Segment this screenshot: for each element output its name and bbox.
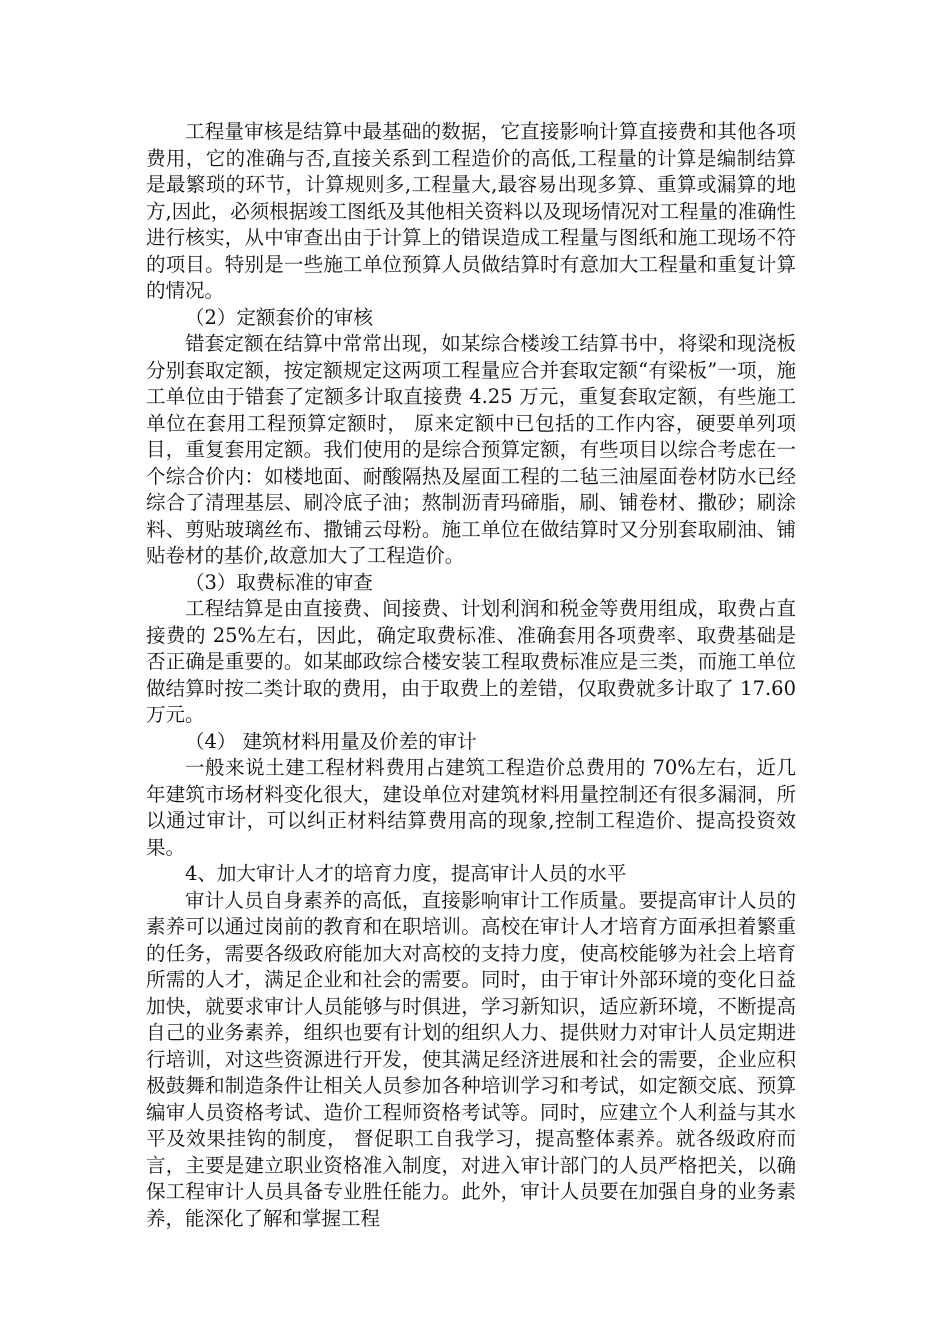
heading-material-usage-audit: （4） 建筑材料用量及价差的审计	[185, 729, 477, 753]
heading-fee-standard-review: （3）取费标准的审查	[185, 570, 373, 594]
document-page	[146, 119, 796, 1232]
paragraph-fee-standard: 工程结算是由直接费、间接费、计划利润和税金等费用组成，取费占直接费的 25%左右，因此，确定取费标准、准确套用各项费率、取费基础是否正确是重要的。如某邮政综合楼安装工程取费标准应是三类，而施工单位做结算时按二类计取的费用，由于取费上的差错，仅取费就多计取了 17.60 万元。	[146, 597, 796, 726]
paragraph-auditor-training: 审计人员自身素养的高低，直接影响审计工作质量。要提高审计人员的素养可以通过岗前的教育和在职培训。高校在审计人才培育方面承担着繁重的任务，需要各级政府能加大对高校的支持力度，使高校能够为社会上培育所需的人才，满足企业和社会的需要。同时，由于审计外部环境的变化日益加快，就要求审计人员能够与时俱进，学习新知识，适应新环境，不断提高自己的业务素养，组织也要有计划的组织人力、提供财力对审计人员定期进行培训，对这些资源进行开发，使其满足经济进展和社会的需要，企业应积极鼓舞和制造条件让相关人员参加各种培训学习和考试，如定额交底、预算编审人员资格考试、造价工程师资格考试等。同时，应建立个人利益与其水平及效果挂钩的制度， 督促职工自我学习，提高整体素养。就各级政府而言，主要是建立职业资格准入制度，对进入审计部门的人员严格把关，以确保工程审计人员具备专业胜任能力。此外，审计人员要在加强自身的业务素养，能深化了解和掌握工程	[146, 888, 796, 1230]
heading-quota-pricing-audit: （2）定额套价的审核	[185, 305, 373, 329]
paragraph-quantity-audit: 工程量审核是结算中最基础的数据，它直接影响计算直接费和其他各项费用，它的准确与否,直接关系到工程造价的高低,工程量的计算是编制结算是最繁琐的环节，计算规则多,工程量大,最容易出现多算、重算或漏算的地方,因此，必须根据竣工图纸及其他相关资料以及现场情况对工程量的准确性进行核实，从中审查出由于计算上的错误造成工程量与图纸和施工现场不符的项目。特别是一些施工单位预算人员做结算时有意加大工程量和重复计算的情况。	[146, 120, 796, 302]
paragraph-quota-pricing: 错套定额在结算中常常出现，如某综合楼竣工结算书中，将梁和现浇板分别套取定额，按定额规定这两项工程量应合并套取定额“有梁板”一项，施工单位由于错套了定额多计取直接费 4.25 万元，重复套取定额，有些施工单位在套用工程预算定额时， 原来定额中已包括的工作内容，硬要单列项目，重复套用定额。我们使用的是综合预算定额，有些项目以综合考虑在一个综合价内：如楼地面、耐酸隔热及屋面工程的二毡三油屋面卷材防水已经综合了清理基层、刷冷底子油；熬制沥青玛碲脂，刷、铺卷材、撒砂；刷涂料、剪贴玻璃丝布、撒铺云母粉。施工单位在做结算时又分别套取刷油、铺贴卷材的基价,故意加大了工程造价。	[146, 332, 796, 567]
heading-auditor-training: 4、加大审计人才的培育力度，提高审计人员的水平	[185, 862, 627, 885]
paragraph-material-usage: 一般来说土建工程材料费用占建筑工程造价总费用的 70%左右，近几年建筑市场材料变化很大，建设单位对建筑材料用量控制还有很多漏洞，所以通过审计，可以纠正材料结算费用高的现象,控制工程造价、提高投资效果。	[146, 756, 796, 859]
